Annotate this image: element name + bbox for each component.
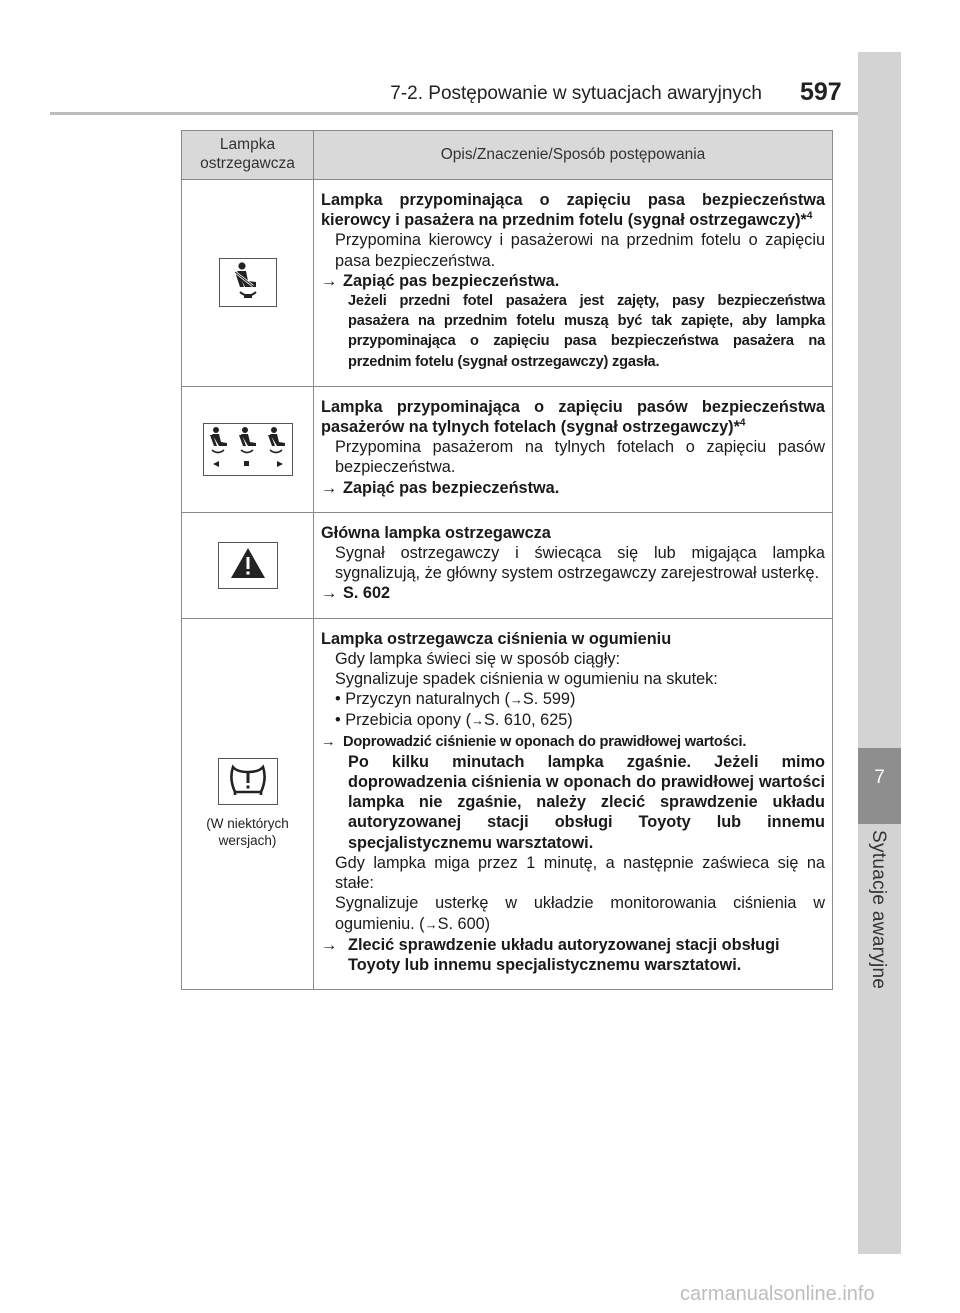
action-line: → Zapiąć pas bezpieczeństwa. (321, 271, 560, 290)
page-reference-link[interactable]: S. 610, 625) (484, 711, 573, 730)
page-number: 597 (800, 78, 842, 106)
watermark: carmanualsonline.info (680, 1283, 875, 1305)
front-seatbelt-reminder-icon (219, 258, 277, 307)
description-cell (314, 386, 833, 512)
light-description: Przypomina pasażerom na tylnych fotelach o zapięciu pasów bezpieczeństwa. (335, 438, 825, 477)
page-reference-link[interactable]: S. 599) (522, 690, 576, 709)
action-line: → Doprowadzić ciśnienie w oponach do prawidłowej wartości. (321, 732, 825, 752)
action-note: Po kilku minutach lampka zgaśnie. Jeżeli mimo doprowadzenia ciśnienia w oponach do prawidłowej wartości lampka nie zgaśnie, należy zlecić sprawdzenie układu autoryzowanej stacji obsługi Toyoty lub innemu specjalistycznemu warsztatowi. (348, 752, 825, 852)
arrow-right-icon: → (321, 584, 338, 603)
section-title: 7-2. Postępowanie w sytuacjach awaryjnych (390, 83, 762, 104)
arrow-right-icon: → (471, 713, 485, 729)
flash-intro: Gdy lampka miga przez 1 minutę, a następnie zaświeca się na stałe: (335, 853, 825, 893)
flash-cause: Sygnalizuje usterkę w układzie monitorowania ciśnienia w ogumieniu. (→S. 600) (335, 894, 825, 933)
arrow-right-icon: → (321, 478, 338, 497)
arrow-right-icon: → (321, 733, 336, 750)
cause-bullet-natural: • Przyczyn naturalnych (→S. 599) (335, 690, 576, 709)
description-cell (314, 512, 833, 618)
header-divider (50, 112, 858, 115)
column-header-light: Lampka ostrzegawcza (182, 131, 314, 180)
master-warning-icon (218, 542, 278, 589)
light-description: Przypomina kierowcy i pasażerowi na przednim fotelu o zapięciu pasa bezpieczeństwa. (335, 231, 825, 270)
light-title: Główna lampka ostrzegawcza (321, 523, 551, 542)
arrow-right-icon: → (424, 916, 438, 932)
action-line: → Zlecić sprawdzenie układu autoryzowanej stacji obsługi Toyoty lub innemu specjalistycznemu warsztatowi. (321, 935, 780, 974)
light-description: Sygnał ostrzegawczy i świecąca się lub migająca lampka sygnalizują, że główny system ostrzegawczy zarejestrował usterkę. (335, 544, 825, 583)
icon-cell (182, 618, 314, 989)
tire-pressure-warning-icon (218, 758, 278, 805)
action-note: Jeżeli przedni fotel pasażera jest zajęty, pasy bezpieczeństwa pasażera na przednim fotelu muszą być tak zapięte, aby lampka przypominająca o zapięciu pasa bezpieczeństwa pasażera na przednim fotelu (sygnał ostrzegawczy) zgasła. (348, 293, 825, 370)
icon-cell (182, 180, 314, 387)
description-cell (314, 618, 833, 989)
light-title: Lampka przypominająca o zapięciu pasa bezpieczeństwa kierowcy i pasażera na przednim fotelu (sygnał ostrzegawczy)*$^4$ (321, 191, 825, 230)
arrow-right-icon: → (509, 692, 523, 708)
icon-cell (182, 386, 314, 512)
warning-lights-table (181, 130, 833, 990)
column-header-description: Opis/Znaczenie/Sposób postępowania (314, 131, 833, 180)
table-row (182, 618, 833, 989)
action-line: → Zapiąć pas bezpieczeństwa. (321, 478, 560, 497)
cause-bullet-puncture: • Przebicia opony (→S. 610, 625) (335, 711, 573, 730)
chapter-title: Sytuacje awaryjne (868, 830, 889, 990)
table-row (182, 386, 833, 512)
table-header-row (182, 131, 833, 180)
table-row (182, 512, 833, 618)
arrow-right-icon: → (321, 935, 338, 954)
page-reference-link[interactable]: S. 600) (437, 914, 491, 933)
chapter-number[interactable]: 7 (858, 748, 901, 824)
icon-cell (182, 512, 314, 618)
icon-caption: (W niektórych wersjach) (206, 816, 289, 849)
light-title: Lampka przypominająca o zapięciu pasów bezpieczeństwa pasażerów na tylnych fotelach (sygnał ostrzegawczy)*$^4$ (321, 397, 825, 437)
arrow-right-icon: → (321, 271, 338, 290)
sidebar-tab-upper (858, 52, 901, 748)
description-cell (314, 180, 833, 387)
table-row (182, 180, 833, 387)
steady-intro: Gdy lampka świeci się w sposób ciągły: (335, 649, 621, 668)
page-reference-link[interactable]: → S. 602 (321, 584, 391, 603)
light-title: Lampka ostrzegawcza ciśnienia w ogumieniu (321, 629, 672, 648)
rear-seatbelt-reminder-icon (203, 423, 293, 476)
steady-cause: Sygnalizuje spadek ciśnienia w ogumieniu na skutek: (335, 670, 718, 689)
